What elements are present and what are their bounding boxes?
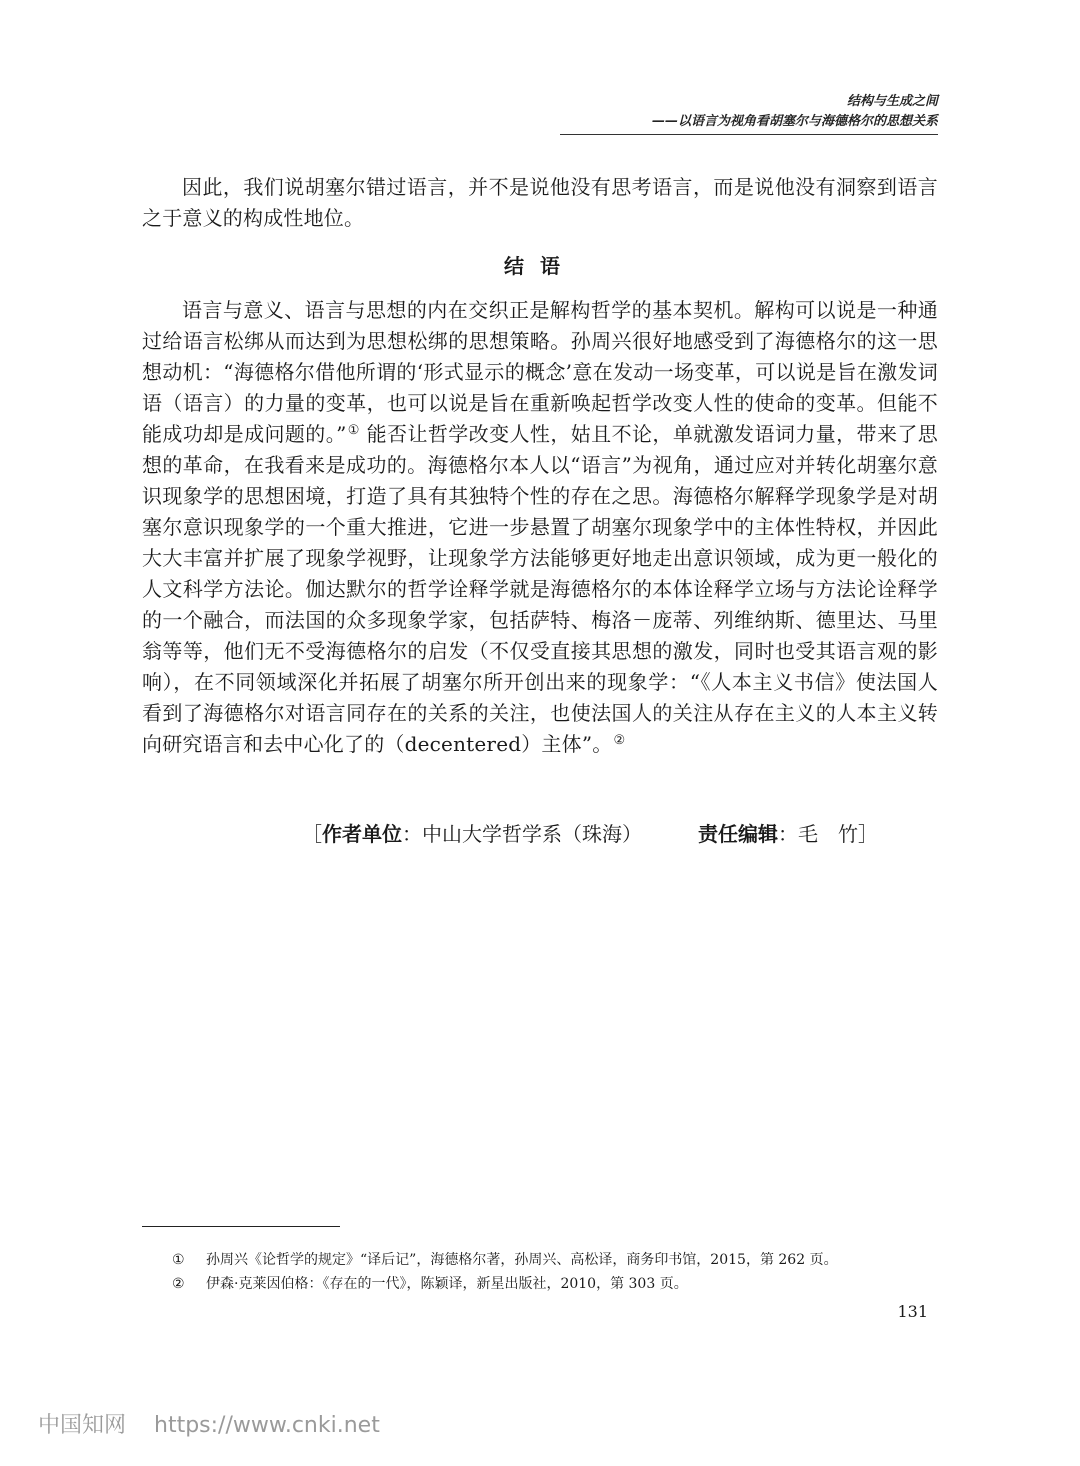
running-head: [652, 92, 938, 132]
footnote-mark: ②: [172, 1276, 185, 1292]
footnote-text: 孙周兴《论哲学的规定》“译后记”，海德格尔著，孙周兴、高松译，商务印书馆，2015，第 262 页。: [206, 1252, 838, 1268]
page-number: 131: [897, 1302, 928, 1321]
footnote-2: [172, 1273, 952, 1295]
footnote-1: [172, 1249, 952, 1271]
paragraph-2-text-b: 能否让哲学改变人性，姑且不论，单就激发语词力量，带来了思想的革命，在我看来是成功的。海德格尔本人以“语言”为视角，通过应对并转化胡塞尔意识现象学的思想困境，打造了具有其独特个性的存在之思。海德格尔解释学现象学是对胡塞尔意识现象学的一个重大推进，它进一步悬置了胡塞尔现象学中的主体性特权，并因此大大丰富并扩展了现象学视野，让现象学方法能够更好地走出意识领域，成为更一般化的人文科学方法论。伽达默尔的哲学诠释学就是海德格尔的本体诠释学立场与方法论诠释学的一个融合，而法国的众多现象学家，包括萨特、梅洛－庞蒂、列维纳斯、德里达、马里翁等等，他们无不受海德格尔的启发（不仅受直接其思想的激发，同时也受其语言观的影响），在不同领域深化并拓展了胡塞尔所开创出来的现象学：“《人本主义书信》使法国人看到了海德格尔对语言同存在的关系的关注，也使法国人的关注从存在主义的人本主义转向研究语言和去中心化了的（decentered）主体”。: [142, 422, 938, 756]
bracket-close: ］: [858, 822, 878, 846]
header-rule: [560, 134, 938, 135]
author-unit-value: ：中山大学哲学系（珠海）: [402, 822, 642, 846]
running-head-subtitle: ——以语言为视角看胡塞尔与海德格尔的思想关系: [651, 114, 938, 129]
editor-label: 责任编辑: [698, 822, 778, 846]
footnote-rule: [142, 1226, 340, 1227]
watermark: [38, 1408, 380, 1439]
footnote-text: 伊森·克莱因伯格：《存在的一代》，陈颖译，新星出版社，2010，第 303 页。: [206, 1276, 688, 1292]
footnote-ref-1[interactable]: ①: [347, 423, 360, 438]
author-info: [302, 819, 878, 849]
watermark-url[interactable]: https://www.cnki.net: [154, 1413, 380, 1438]
paragraph-2-text-a: 语言与意义、语言与思想的内在交织正是解构哲学的基本契机。解构可以说是一种通过给语言松绑从而达到为思想松绑的思想策略。孙周兴很好地感受到了海德格尔的这一思想动机：“海德格尔借他所谓的‘形式显示的概念’意在发动一场变革，可以说是旨在激发词语（语言）的力量的变革，也可以说是旨在重新唤起哲学改变人性的使命的变革。但能不能成功却是成问题的。”: [142, 298, 938, 446]
paragraph-2: [142, 295, 938, 760]
footnote-ref-2[interactable]: ②: [613, 733, 626, 748]
running-head-title: 结构与生成之间: [846, 94, 938, 109]
footnote-mark: ①: [172, 1252, 185, 1268]
editor-value: ：毛 竹: [778, 822, 858, 846]
bracket-open: ［: [302, 822, 322, 846]
watermark-brand: 中国知网: [38, 1413, 127, 1438]
paragraph-1: 因此，我们说胡塞尔错过语言，并不是说他没有思考语言，而是说他没有洞察到语言之于意义的构成性地位。: [142, 175, 938, 230]
author-unit-label: 作者单位: [322, 822, 402, 846]
section-heading: 结语: [504, 254, 576, 278]
